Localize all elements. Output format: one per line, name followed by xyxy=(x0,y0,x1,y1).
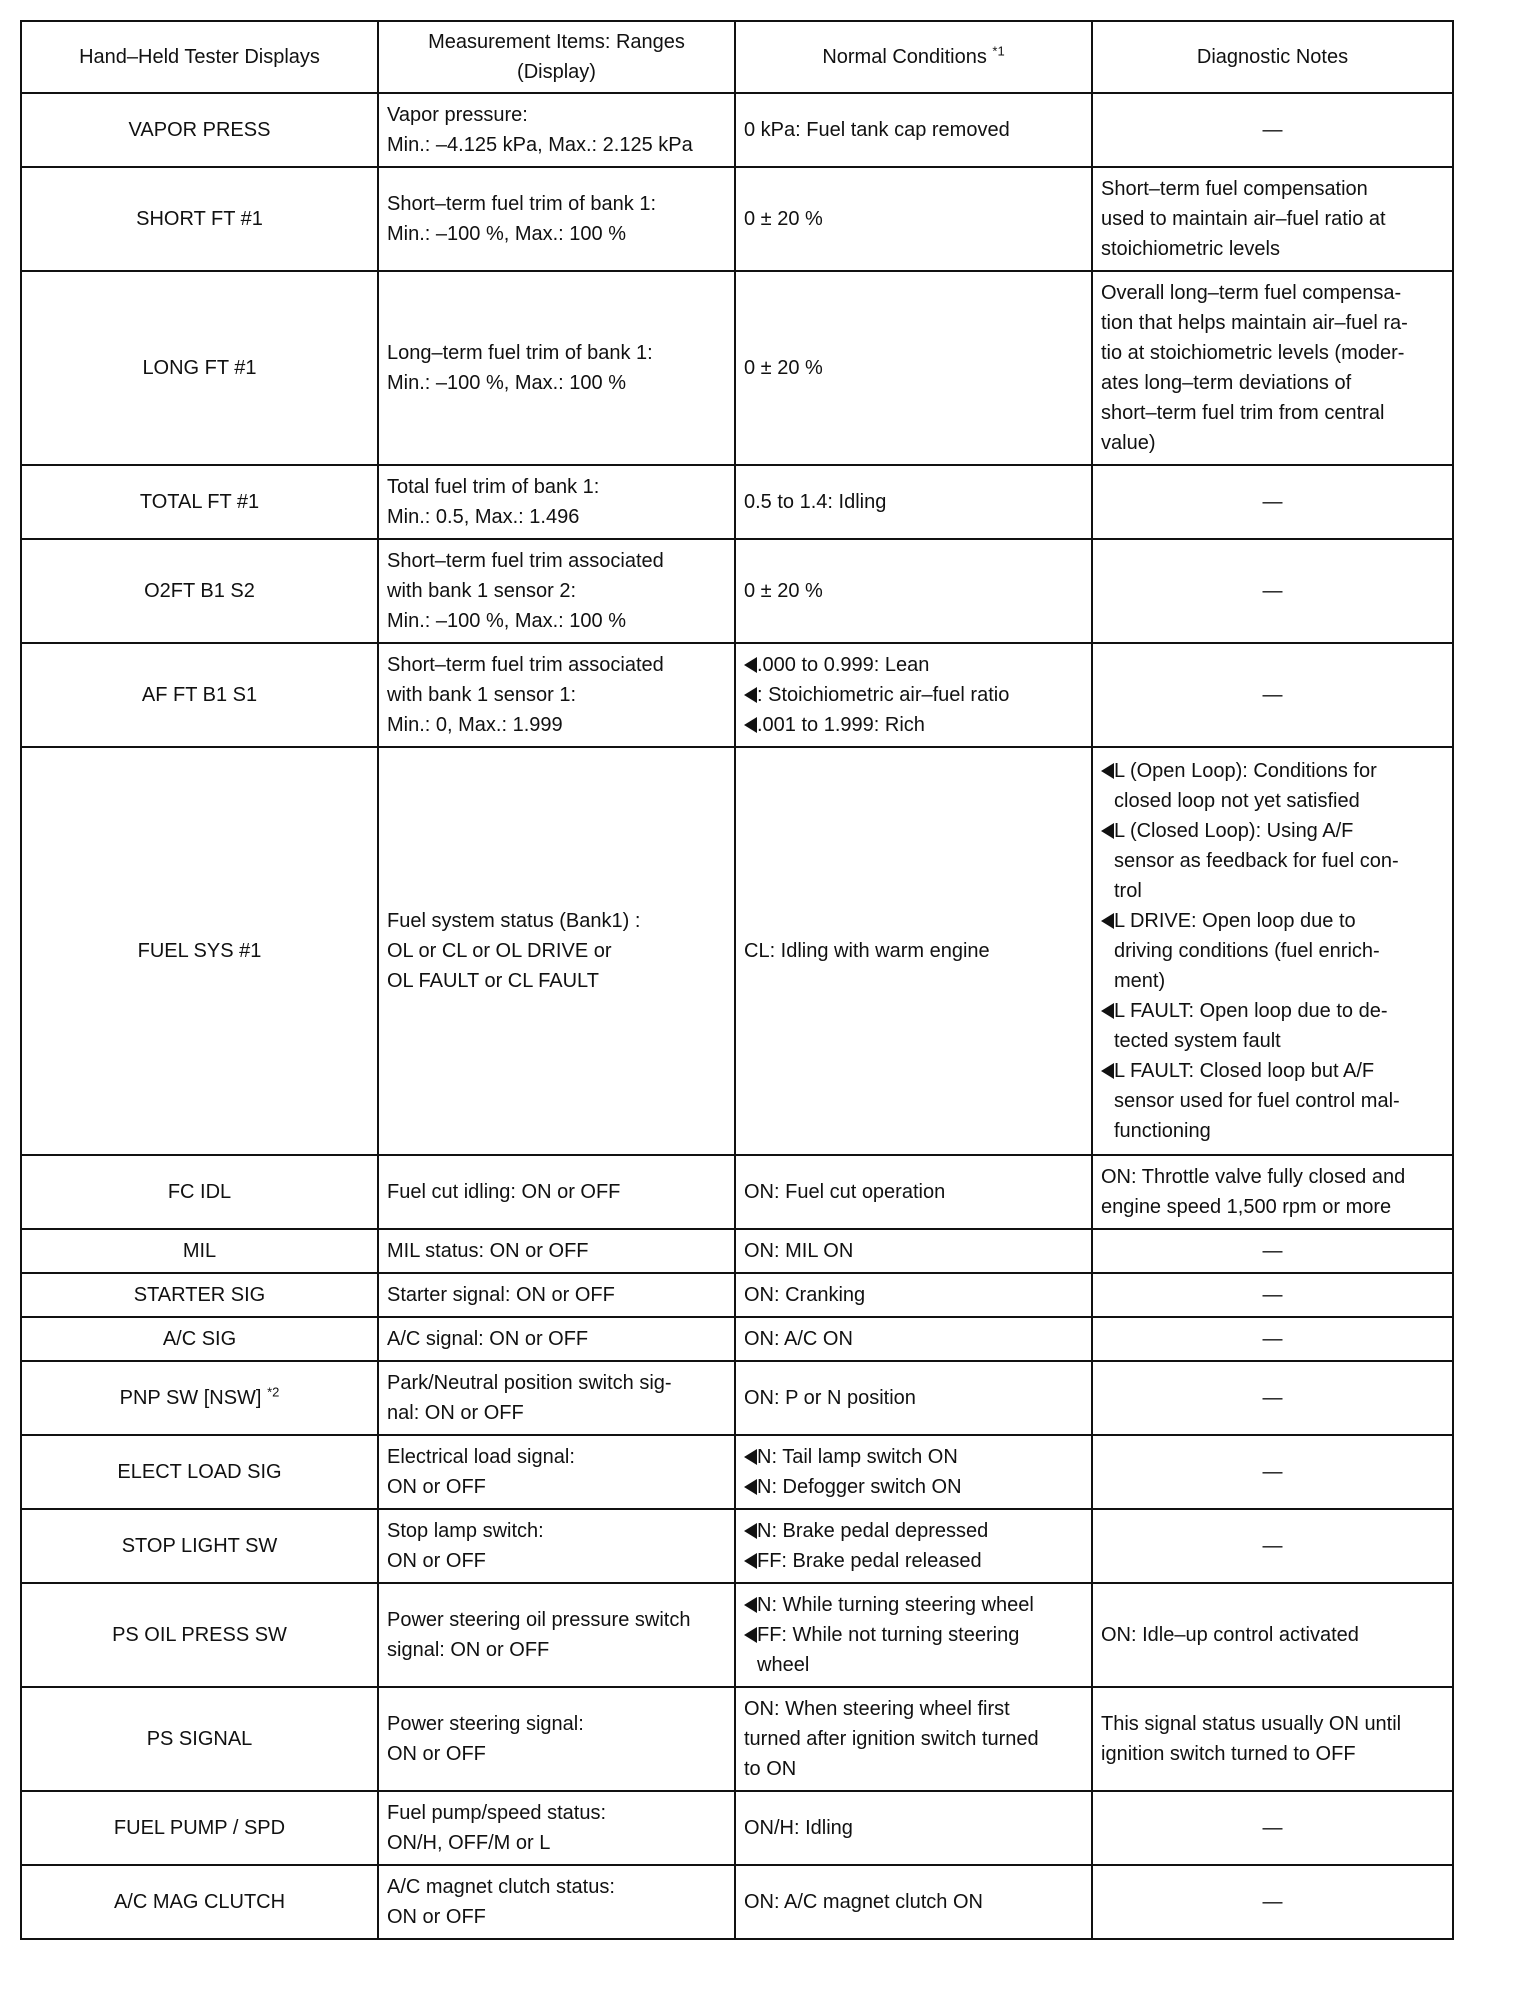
measurement-line: with bank 1 sensor 1: xyxy=(387,684,576,706)
table-row xyxy=(21,1361,1453,1435)
normal-condition-line: CL: Idling with warm engine xyxy=(744,940,990,962)
measurement-line: with bank 1 sensor 2: xyxy=(387,580,576,602)
normal-condition-cell xyxy=(735,167,1092,271)
header-notes: Diagnostic Notes xyxy=(1092,21,1453,93)
empty-dash: — xyxy=(1262,1817,1283,1839)
tester-display-cell xyxy=(21,1361,378,1435)
diagnostic-note-cell xyxy=(1092,1687,1453,1791)
empty-dash: — xyxy=(1262,1328,1283,1350)
diagnostic-note-line: tion that helps maintain air–fuel ra- xyxy=(1101,312,1408,334)
table-row xyxy=(21,643,1453,747)
measurement-line: A/C signal: ON or OFF xyxy=(387,1328,589,1350)
measurement-cell xyxy=(378,643,735,747)
note-bullet-line: L DRIVE: Open loop due to xyxy=(1101,906,1444,936)
note-continuation: closed loop not yet satisfied xyxy=(1114,790,1360,812)
measurement-line: signal: ON or OFF xyxy=(387,1639,550,1661)
bullet-continuation: wheel xyxy=(757,1654,810,1676)
diagnostic-note-cell xyxy=(1092,643,1453,747)
diagnostic-note-line: ignition switch turned to OFF xyxy=(1101,1743,1356,1765)
table-row xyxy=(21,1687,1453,1791)
measurement-line: Min.: –4.125 kPa, Max.: 2.125 kPa xyxy=(387,134,693,156)
note-continuation: sensor used for fuel control mal- xyxy=(1114,1090,1400,1112)
table-row xyxy=(21,1155,1453,1229)
empty-dash: — xyxy=(1262,1461,1283,1483)
measurement-line: Fuel pump/speed status: xyxy=(387,1802,607,1824)
diagnostic-note-line: engine speed 1,500 rpm or more xyxy=(1101,1196,1392,1218)
normal-condition-line: ON: MIL ON xyxy=(744,1240,854,1262)
note-continuation: driving conditions (fuel enrich- xyxy=(1114,940,1380,962)
measurement-line: Fuel cut idling: ON or OFF xyxy=(387,1181,621,1203)
tester-display-name: STARTER SIG xyxy=(133,1284,266,1306)
note-continuation: trol xyxy=(1114,880,1142,902)
diagnostic-note-line: Short–term fuel compensation xyxy=(1101,178,1368,200)
table-row xyxy=(21,539,1453,643)
table-row xyxy=(21,1865,1453,1939)
table-row xyxy=(21,1583,1453,1687)
diagnostic-note-line: ON: Idle–up control activated xyxy=(1101,1624,1359,1646)
tester-display-cell xyxy=(21,643,378,747)
normal-condition-cell xyxy=(735,1273,1092,1317)
measurement-line: Short–term fuel trim associated xyxy=(387,654,664,676)
measurement-line: ON/H, OFF/M or L xyxy=(387,1832,551,1854)
measurement-line: Electrical load signal: xyxy=(387,1446,575,1468)
measurement-line: Min.: 0, Max.: 1.999 xyxy=(387,714,563,736)
note-bullet-line: L (Closed Loop): Using A/F xyxy=(1101,816,1444,846)
measurement-cell xyxy=(378,1687,735,1791)
tester-display-cell xyxy=(21,1865,378,1939)
diagnostic-note-cell xyxy=(1092,1865,1453,1939)
diagnostic-note-cell xyxy=(1092,271,1453,465)
table-row xyxy=(21,167,1453,271)
tester-display-cell xyxy=(21,1687,378,1791)
table-row xyxy=(21,465,1453,539)
measurement-line: ON or OFF xyxy=(387,1476,486,1498)
note-continuation: functioning xyxy=(1114,1120,1211,1142)
empty-dash: — xyxy=(1262,1240,1283,1262)
measurement-line: Starter signal: ON or OFF xyxy=(387,1284,615,1306)
diagnostic-note-cell xyxy=(1092,1509,1453,1583)
bullet-line: : Stoichiometric air–fuel ratio xyxy=(744,680,1083,710)
tester-display-name: PS OIL PRESS SW xyxy=(112,1624,287,1646)
normal-condition-cell xyxy=(735,1361,1092,1435)
tester-display-name: PNP SW [NSW] xyxy=(119,1387,262,1409)
normal-condition-cell xyxy=(735,1865,1092,1939)
normal-condition-cell xyxy=(735,271,1092,465)
table-row xyxy=(21,1317,1453,1361)
normal-condition-cell xyxy=(735,539,1092,643)
measurement-line: Park/Neutral position switch sig- xyxy=(387,1372,672,1394)
measurement-line: Power steering signal: xyxy=(387,1713,584,1735)
measurement-line: ON or OFF xyxy=(387,1550,486,1572)
diagnostic-note-cell xyxy=(1092,747,1453,1155)
diagnostic-note-line: tio at stoichiometric levels (moder- xyxy=(1101,342,1405,364)
measurement-line: Long–term fuel trim of bank 1: xyxy=(387,342,653,364)
measurement-cell xyxy=(378,1509,735,1583)
measurement-cell xyxy=(378,1155,735,1229)
normal-condition-line: ON: P or N position xyxy=(744,1387,916,1409)
note-continuation: tected system fault xyxy=(1114,1030,1281,1052)
header-display: Hand–Held Tester Displays xyxy=(21,21,378,93)
measurement-line: ON or OFF xyxy=(387,1743,486,1765)
tester-display-cell xyxy=(21,747,378,1155)
diagnostic-note-cell xyxy=(1092,1229,1453,1273)
tester-display-name: AF FT B1 S1 xyxy=(141,684,258,706)
measurement-cell xyxy=(378,1583,735,1687)
empty-dash: — xyxy=(1262,1535,1283,1557)
diagnostic-note-cell xyxy=(1092,1791,1453,1865)
normal-condition-line: 0 ± 20 % xyxy=(744,580,823,602)
measurement-line: Min.: –100 %, Max.: 100 % xyxy=(387,610,627,632)
measurement-line: Power steering oil pressure switch xyxy=(387,1609,691,1631)
normal-condition-cell xyxy=(735,643,1092,747)
bullet-line: N: Tail lamp switch ON xyxy=(744,1442,1083,1472)
diagnostic-note-line: short–term fuel trim from central xyxy=(1101,402,1385,424)
tester-display-name: ELECT LOAD SIG xyxy=(117,1461,282,1483)
measurement-cell xyxy=(378,1317,735,1361)
normal-condition-line: 0 kPa: Fuel tank cap removed xyxy=(744,119,1010,141)
measurement-cell xyxy=(378,1865,735,1939)
diagnostic-note-cell xyxy=(1092,1435,1453,1509)
tester-display-name: FUEL SYS #1 xyxy=(137,940,262,962)
diagnostic-note-line: Overall long–term fuel compensa- xyxy=(1101,282,1402,304)
footnote-mark: *2 xyxy=(267,1384,280,1400)
table-row xyxy=(21,747,1453,1155)
normal-condition-line: ON: A/C ON xyxy=(744,1328,853,1350)
table-row xyxy=(21,1273,1453,1317)
measurement-line: Vapor pressure: xyxy=(387,104,528,126)
tester-display-name: FUEL PUMP / SPD xyxy=(113,1817,286,1839)
table-row xyxy=(21,1509,1453,1583)
tester-display-cell xyxy=(21,93,378,167)
measurement-cell xyxy=(378,747,735,1155)
diagnostic-note-cell xyxy=(1092,465,1453,539)
tester-display-name: FC IDL xyxy=(167,1181,232,1203)
measurement-cell xyxy=(378,1273,735,1317)
tester-display-cell xyxy=(21,539,378,643)
tester-display-name: STOP LIGHT SW xyxy=(121,1535,278,1557)
bullet-line: FF: Brake pedal released xyxy=(744,1546,1083,1576)
normal-condition-cell xyxy=(735,465,1092,539)
header-normal: Normal Conditions $^{*1}$ xyxy=(735,21,1092,93)
normal-condition-cell xyxy=(735,1791,1092,1865)
measurement-line: Short–term fuel trim of bank 1: xyxy=(387,193,657,215)
tester-display-cell xyxy=(21,1509,378,1583)
measurement-line: Fuel system status (Bank1) : xyxy=(387,910,641,932)
tester-display-name: O2FT B1 S2 xyxy=(144,580,255,602)
tester-display-cell xyxy=(21,465,378,539)
measurement-cell xyxy=(378,1229,735,1273)
normal-condition-line: ON: Cranking xyxy=(744,1284,866,1306)
normal-condition-line: ON: Fuel cut operation xyxy=(744,1181,946,1203)
diagnostic-note-cell xyxy=(1092,1361,1453,1435)
normal-condition-line: 0 ± 20 % xyxy=(744,357,823,379)
table-row xyxy=(21,271,1453,465)
tester-display-name: SHORT FT #1 xyxy=(136,208,263,230)
tester-display-name: PS SIGNAL xyxy=(146,1728,253,1750)
normal-condition-cell xyxy=(735,1317,1092,1361)
measurement-line: Total fuel trim of bank 1: xyxy=(387,476,600,498)
measurement-line: OL FAULT or CL FAULT xyxy=(387,970,599,992)
normal-condition-cell xyxy=(735,93,1092,167)
bullet-line: FF: While not turning steering xyxy=(744,1620,1083,1650)
note-continuation: sensor as feedback for fuel con- xyxy=(1114,850,1399,872)
measurement-line: MIL status: ON or OFF xyxy=(387,1240,589,1262)
bullet-line: N: While turning steering wheel xyxy=(744,1590,1083,1620)
normal-condition-cell xyxy=(735,1583,1092,1687)
measurement-line: nal: ON or OFF xyxy=(387,1402,524,1424)
normal-condition-line: to ON xyxy=(744,1758,797,1780)
diagnostic-note-line: value) xyxy=(1101,432,1156,454)
empty-dash: — xyxy=(1262,119,1283,141)
measurement-cell xyxy=(378,1435,735,1509)
tester-display-cell xyxy=(21,1229,378,1273)
tester-display-cell xyxy=(21,167,378,271)
diagnostic-note-cell xyxy=(1092,539,1453,643)
diagnostic-note-cell xyxy=(1092,1583,1453,1687)
tester-display-name: A/C MAG CLUTCH xyxy=(113,1891,286,1913)
diagnostic-note-cell xyxy=(1092,1273,1453,1317)
diagnostic-note-cell xyxy=(1092,1317,1453,1361)
measurement-cell xyxy=(378,271,735,465)
normal-condition-cell xyxy=(735,1687,1092,1791)
measurement-line: Min.: –100 %, Max.: 100 % xyxy=(387,223,627,245)
header-row xyxy=(21,21,1453,93)
note-bullet-line: L (Open Loop): Conditions for xyxy=(1101,756,1444,786)
note-bullet-line: L FAULT: Closed loop but A/F xyxy=(1101,1056,1444,1086)
tester-display-cell xyxy=(21,1583,378,1687)
empty-dash: — xyxy=(1262,1387,1283,1409)
tester-display-cell xyxy=(21,1273,378,1317)
tester-display-name: A/C SIG xyxy=(162,1328,237,1350)
normal-condition-line: ON: When steering wheel first xyxy=(744,1698,1010,1720)
normal-condition-line: ON: A/C magnet clutch ON xyxy=(744,1891,983,1913)
empty-dash: — xyxy=(1262,684,1283,706)
tester-display-name: LONG FT #1 xyxy=(142,357,257,379)
measurement-cell xyxy=(378,167,735,271)
measurement-cell xyxy=(378,465,735,539)
normal-condition-line: turned after ignition switch turned xyxy=(744,1728,1039,1750)
measurement-cell xyxy=(378,1791,735,1865)
normal-condition-cell xyxy=(735,1229,1092,1273)
measurement-line: Min.: –100 %, Max.: 100 % xyxy=(387,372,627,394)
measurement-line: Stop lamp switch: xyxy=(387,1520,544,1542)
normal-condition-line: ON/H: Idling xyxy=(744,1817,853,1839)
measurement-line: Short–term fuel trim associated xyxy=(387,550,664,572)
table-row xyxy=(21,1229,1453,1273)
tester-display-name: VAPOR PRESS xyxy=(128,119,271,141)
tester-display-name: TOTAL FT #1 xyxy=(139,491,260,513)
normal-condition-line: 0 ± 20 % xyxy=(744,208,823,230)
diagnostic-note-line: This signal status usually ON until xyxy=(1101,1713,1402,1735)
note-bullet-line: L FAULT: Open loop due to de- xyxy=(1101,996,1444,1026)
measurement-cell xyxy=(378,539,735,643)
measurement-line: ON or OFF xyxy=(387,1906,486,1928)
note-continuation: ment) xyxy=(1114,970,1166,992)
measurement-line: Min.: 0.5, Max.: 1.496 xyxy=(387,506,580,528)
tester-display-cell xyxy=(21,1791,378,1865)
data-list-table xyxy=(20,20,1454,1940)
table-row xyxy=(21,93,1453,167)
normal-condition-cell xyxy=(735,1435,1092,1509)
empty-dash: — xyxy=(1262,491,1283,513)
diagnostic-note-line: ON: Throttle valve fully closed and xyxy=(1101,1166,1406,1188)
bullet-line: N: Brake pedal depressed xyxy=(744,1516,1083,1546)
empty-dash: — xyxy=(1262,1284,1283,1306)
normal-condition-cell xyxy=(735,747,1092,1155)
diagnostic-note-line: used to maintain air–fuel ratio at xyxy=(1101,208,1386,230)
tester-display-name: MIL xyxy=(182,1240,217,1262)
tester-display-cell xyxy=(21,1435,378,1509)
bullet-line: .001 to 1.999: Rich xyxy=(744,710,1083,740)
normal-condition-cell xyxy=(735,1155,1092,1229)
tester-display-cell xyxy=(21,1155,378,1229)
table-row xyxy=(21,1435,1453,1509)
diagnostic-note-cell xyxy=(1092,1155,1453,1229)
empty-dash: — xyxy=(1262,1891,1283,1913)
header-measurement: Measurement Items: Ranges (Display) xyxy=(378,21,735,93)
diagnostic-note-cell xyxy=(1092,93,1453,167)
bullet-line: .000 to 0.999: Lean xyxy=(744,650,1083,680)
table-row xyxy=(21,1791,1453,1865)
normal-condition-cell xyxy=(735,1509,1092,1583)
diagnostic-note-line: ates long–term deviations of xyxy=(1101,372,1352,394)
measurement-cell xyxy=(378,1361,735,1435)
normal-condition-line: 0.5 to 1.4: Idling xyxy=(744,491,887,513)
diagnostic-note-cell xyxy=(1092,167,1453,271)
measurement-cell xyxy=(378,93,735,167)
measurement-line: OL or CL or OL DRIVE or xyxy=(387,940,612,962)
diagnostic-note-line: stoichiometric levels xyxy=(1101,238,1280,260)
bullet-line: N: Defogger switch ON xyxy=(744,1472,1083,1502)
measurement-line: A/C magnet clutch status: xyxy=(387,1876,615,1898)
tester-display-cell xyxy=(21,1317,378,1361)
tester-display-cell xyxy=(21,271,378,465)
empty-dash: — xyxy=(1262,580,1283,602)
